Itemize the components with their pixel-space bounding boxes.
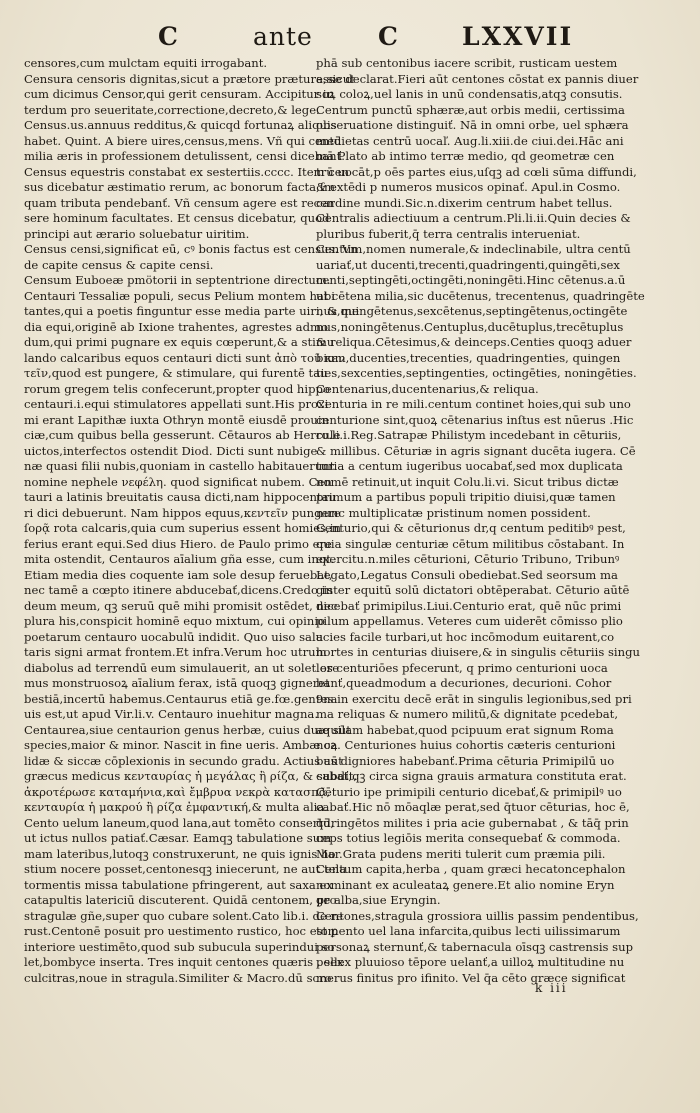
text-line: merus finitus pro ifinito. Vel q̄a cēto græce significat — [316, 970, 626, 985]
text-line: trū uocāt,p oēs partes eius,uſqꝫ ad cœli sūma diffundi, — [316, 164, 637, 179]
text-line: ge alba,siue Eryngin. — [316, 893, 441, 907]
text-line: Centuria in re mili.centum continet hoies,qui sub uno — [316, 397, 631, 411]
text-line: q̄dringētos milites i pria acie gubernabat , & tāq̄ prin — [316, 815, 629, 830]
text-line: ἀκροτέρωσε καταμήνια,καὶ ἔμβρυα νεκρὰ κατασπᾷ, — [24, 784, 331, 799]
text-line: hortes in centurias diuisere,& in singulis cēturiis singu — [316, 645, 640, 659]
text-line: banť,queadmodum a decuriones, decurioni. Cohor — [316, 676, 612, 690]
text-line: centi,septingēti,octingēti,noningēti.Hinc cētenus.a.ū — [316, 273, 626, 287]
text-line: bestiā,incertū habemus.Centaurus etiā ge.fœ.gen9na — [24, 691, 338, 706]
text-line: ut cētena milia,sic ducētenus, trecentenus, quadringēte — [316, 288, 645, 303]
header-left-letter: C — [158, 22, 179, 51]
text-line: rorum gregem telis confecerunt,propter quod hippo — [24, 381, 330, 396]
text-line: ferius erant equi.Sed dius Hiero. de Paulo primo ere — [24, 536, 332, 551]
text-line: stragulæ gñe,super quo cubare solent.Cato lib.i. de re — [24, 908, 343, 923]
text-line: Centrum punctū sphæræ,aut orbis medii, certissima — [316, 102, 625, 117]
text-line: species,maior & minor. Nascit in fine ueris. Ambæ ca — [24, 738, 338, 752]
text-line: nus,noningētenus.Centuplus,ducētuplus,trecētuplus — [316, 319, 624, 334]
text-line: Census equestris constabat ex sestertiis.cccc. Item cen — [24, 164, 350, 179]
text-line: deum meum, qꝫ seruū quē mihi promisit ostēdet, nec — [24, 598, 338, 613]
text-line: ſορᾷ rota calcaris,quia cum superius essent homies,in — [24, 521, 341, 535]
text-line: dia equi,originē ab Ixione trahentes, agrestes admo — [24, 319, 328, 334]
text-line: cabať,qꝫ circa signa grauis armatura constituta erat. — [316, 769, 627, 783]
text-line: esse declarat.Fieri aūt centones cōstat ex pannis diuer — [316, 71, 639, 86]
text-line: turia a centum iugeribus uocabať,sed mox duplicata — [316, 459, 623, 473]
text-line: Centauri Tessaliæ populi, secus Pelium montem habi — [24, 288, 336, 303]
text-line: Census.us.annuus redditus,& quicqd fortunaꝝ aliquis — [24, 118, 337, 132]
text-line: habet. Quint. A biere uires,census,mens. Vñ qui centū — [24, 133, 342, 148]
text-line: mita ostendit, Centauros aīalium gña esse, cum inqt. — [24, 552, 335, 566]
text-line: medietas centrū uocaľ. Aug.li.xiii.de ciui.dei.Hāc ani — [316, 133, 624, 148]
text-line: phā sub centonibus iacere scribit, rusticam uestem — [316, 56, 618, 70]
text-line: Censum Euboeæ pmötorii in septentrione directum. — [24, 273, 331, 287]
text-line: pluribus fuberit,q̄ terra centralis interueniat. — [316, 226, 581, 241]
text-line: lando calcaribus equos centauri dicti sunt ἀπὸ τοῦ κεν — [24, 350, 346, 365]
text-line: dicebať primipilus.Liui.Centurio erat, quē nūc primi — [316, 598, 622, 613]
text-line: Census censi,significat eū, cꝰ bonis factus est census. Vn — [24, 242, 358, 256]
text-line: Cento uelum laneum,quod lana,aut tomēto consertū, — [24, 815, 335, 830]
text-line: rust.Centonē posuit pro uestimento rustico, hoc est ꝑ — [24, 924, 339, 938]
text-line: κενταυρία ἡ μακρού ἢ ρίζα ἐμφαντική,& multa alia. — [24, 800, 328, 814]
text-line: græcus medicus κενταυρίας ἡ μεγάλας ἢ ρίζα, & subdit, — [24, 769, 358, 783]
text-line: acies facile turbari,ut hoc incōmodum euitarent,co — [316, 629, 615, 644]
text-line: stium nocere posset,centonesqꝫ iniecerunt, ne aut tela — [24, 862, 347, 876]
text-line: cardine mundi.Sic.n.dixerim centrum habet tellus. — [316, 195, 613, 210]
text-line: pellex pluuioso tēpore uelanť,a uilloꝝ multitudine nu — [316, 955, 625, 969]
text-line: tormentis missa tabulatione pfringerent, aut saxa ex — [24, 877, 333, 892]
text-line: nominant ex aculeataꝝ genere.Et alio nomine Eryn — [316, 877, 615, 892]
text-line: lidæ & siccæ cōplexionis in secundo gradu. Actius aūt — [24, 753, 343, 768]
text-line: tantes,qui a poetis finguntur esse media parte uiri, & me — [24, 304, 359, 318]
text-line: & extēdi p numeros musicos opinať. Apul.in Cosmo. — [316, 180, 621, 194]
text-line: nus,quingētenus,sexcētenus,septingētenus,octingēte — [316, 304, 628, 318]
text-line: sus dicebatur æstimatio rerum, ac bonorum facta,ſm — [24, 180, 336, 194]
text-line: quam tributa pendebanť. Vñ censum agere est recen — [24, 195, 335, 210]
text-line: bus digniores habebanť.Prima cēturia Primipilū uo — [316, 753, 615, 768]
text-line: ut ictus nullos patiať.Cæsar. Eamqꝫ tabulatione sum — [24, 831, 332, 845]
text-line: τεῖν,quod est pungere, & stimulare, qui furentē tau — [24, 366, 328, 380]
left-text-column — [24, 56, 359, 986]
text-line: terdum pro seueritate,correctione,decreto,& lege. — [24, 102, 320, 117]
text-line: Centralis adiectiuum a centrum.Pli.li.ii.Quin decies & — [316, 211, 631, 225]
text-line: tes in exercitu decē erāt in singulis legionibus,sed pri — [316, 691, 632, 706]
text-line: uis est,ut apud Vir.li.v. Centauro inuehitur magna. — [24, 707, 319, 721]
text-line: let,bombyce inserta. Tres inquit centones quæris , sex — [24, 955, 344, 969]
text-line: mi erant Lapithæ iuxta Othryn montē eiusdē prouin — [24, 412, 329, 427]
text-line: Etiam media dies coquente iam sole desup feruebat, — [24, 567, 333, 582]
text-line: ceps totius legiōis merita consequebať & commoda. — [316, 831, 621, 845]
text-line: cum dicimus Censor,qui gerit censuram. Accipitur in — [24, 87, 335, 101]
text-line: milia æris in professionem detulissent, censi dicebanť. — [24, 149, 345, 163]
running-header — [0, 22, 700, 56]
text-line: & reliqua.Cētesimus,& deinceps.Centies quoqꝫ aduer — [316, 335, 632, 349]
text-line: interiore uestimēto,quod sub subucula superindui so — [24, 939, 335, 954]
text-line: Centaurea,siue centaurion genus herbæ, cuius duæ sūt — [24, 722, 351, 737]
text-line: Centurio,qui & cēturionus dr,q centum peditibꝰ pest, — [316, 521, 626, 535]
text-line: ties,sexcenties,septingenties, octingēties, noningēties. — [316, 366, 637, 380]
signature-mark: k iii — [535, 981, 568, 995]
text-line: sere hominum facultates. Et census dicebatur, quod — [24, 211, 330, 225]
text-line: Centum capita,herba , quam græci hecatoncephalon — [316, 862, 626, 876]
text-line: centauri.i.equi stimulatores appellati sunt.His proxi — [24, 397, 329, 411]
text-line: uictos,interfectos ostendit Diod. Dicti sunt nubige — [24, 443, 318, 458]
text-line: principi aut ærario soluebatur uiritim. — [24, 226, 250, 241]
text-line: dum,qui primi pugnare ex equis cœperunt,& a stimu — [24, 335, 335, 349]
text-line: gister equitū solū dictatori obtēperabat. Cēturio aūtē — [316, 583, 630, 597]
text-line: culcitras,noue in stragula.Similiter & Macro.dū scro — [24, 970, 332, 985]
text-line: taris signi armat frontem.Et infra.Verum hoc utrum — [24, 645, 327, 659]
text-line: quia singulæ centuriæ cētum militibus cōstabant. In — [316, 536, 625, 551]
text-line: aquilam habebat,quod pcipuum erat signum Roma — [316, 722, 614, 737]
text-line: bium,ducenties,trecenties, quadringenties, quingen — [316, 350, 621, 365]
text-line: noꝝ. Centuriones huius cohortis cæteris centurioni — [316, 738, 616, 752]
text-line: los centuriōes pfecerunt, q primo centurioni uoca — [316, 660, 608, 675]
text-line: mā Plato ab intimo terræ medio, qd geometræ cen — [316, 149, 615, 163]
text-line: nomine nephele νεφέλη. quod significat nubem. Cen — [24, 474, 332, 489]
text-line: Censura censoris dignitas,sicut a prætore prætura,sicut — [24, 71, 355, 86]
text-line: Legato,Legatus Consuli obediebat.Sed seorsum ma — [316, 567, 618, 582]
text-line: personaꝝ sternunť,& tabernacula oīsqꝫ castrensis sup — [316, 939, 634, 954]
text-line: tauri a latinis breuitatis causa dicti,nam hippocentau — [24, 490, 336, 504]
text-line: exercitu.n.miles cēturioni, Cēturio Tribuno, Tribunꝰ — [316, 552, 620, 566]
text-line: centurione sint,quoꝝ cētenarius inſtus est nūerus .Hic — [316, 412, 634, 427]
text-line: Cēturio ipe primipili centurio dicebať,& primipilꝰ uo — [316, 784, 622, 799]
text-line: censores,cum mulctam equiti irrogabant. — [24, 56, 268, 70]
text-line: cabať.Hic nō mōaqlæ perat,sed q̄tuor cēturias, hoc ē, — [316, 800, 630, 814]
folio-number: LXXVII — [462, 22, 574, 51]
text-line: mam lateribus,lutoqꝫ construxerunt, ne quis ignis ho — [24, 846, 336, 861]
text-line: Centenarius,ducentenarius,& reliqua. — [316, 381, 539, 396]
text-line: uariať,ut ducenti,trecenti,quadringenti,quingēti,sex — [316, 257, 620, 272]
text-line: mus monstruosoꝝ aīalium ferax, istā quoqꝫ gigneret — [24, 676, 330, 690]
text-line: ma reliquas & numero militū,& dignitate pcedebat, — [316, 707, 619, 721]
text-line: nec tamē a cœpto itinere abducebať,dicens.Credo in — [24, 583, 333, 597]
text-line: pilum appellamus. Veteres cum uiderēt cōmisso plio — [316, 614, 623, 628]
text-line: Mar.Grata pudens meriti tulerit cum præmia pili. — [316, 846, 606, 861]
text-line: Centones,stragula grossiora uillis passim pendentibus, — [316, 908, 639, 923]
text-line: ri dici debuerunt. Nam hippos equus,κεντεῖν pungere — [24, 505, 341, 520]
text-line: poetarum centauro uocabulū indidit. Quo uiso salu — [24, 629, 324, 644]
text-line: nomē retinuit,ut inquit Colu.li.vi. Sicut tribus dictæ — [316, 474, 619, 489]
header-word: ante — [253, 22, 313, 51]
right-text-column — [316, 56, 645, 986]
text-line: primum a partibus populi tripitio diuisi,quæ tamen — [316, 490, 616, 504]
header-right-letter: C — [378, 22, 399, 51]
text-line: diabolus ad terrendū eum simulauerit, an ut solet ere — [24, 660, 340, 675]
text-line: næ quasi filii nubis,quoniam in castello habitauerunt — [24, 459, 335, 473]
text-line: Centum,nomen numerale,& indeclinabile, ultra centū — [316, 242, 631, 256]
text-line: catapultis latericiū discuterent. Quidā centonem, pro — [24, 893, 337, 907]
text-line: nunc multiplicatæ pristinum nomen possident. — [316, 505, 591, 520]
text-line: & millibus. Cēturiæ in agris signant ducēta iugera. Cē — [316, 443, 636, 458]
text-line: ro.li.i.Reg.Satrapæ Philistym incedebant in cēturiis, — [316, 428, 622, 442]
text-line: soꝝ coloꝝ,uel lanis in unū condensatis,atqꝫ consutis. — [316, 87, 623, 101]
text-line: ciæ,cum quibus bella gesserunt. Cētauros ab Hercule — [24, 428, 341, 442]
text-line: obseruatione distinguiť. Nā in omni orbe, uel sphæra — [316, 118, 629, 132]
text-line: de capite census & capite censi. — [24, 257, 214, 272]
text-line: plura his,conspicit hominē equo mixtum, cui opinio — [24, 614, 326, 628]
text-line: tomento uel lana infarcita,quibus lecti uilissimarum — [316, 924, 621, 938]
